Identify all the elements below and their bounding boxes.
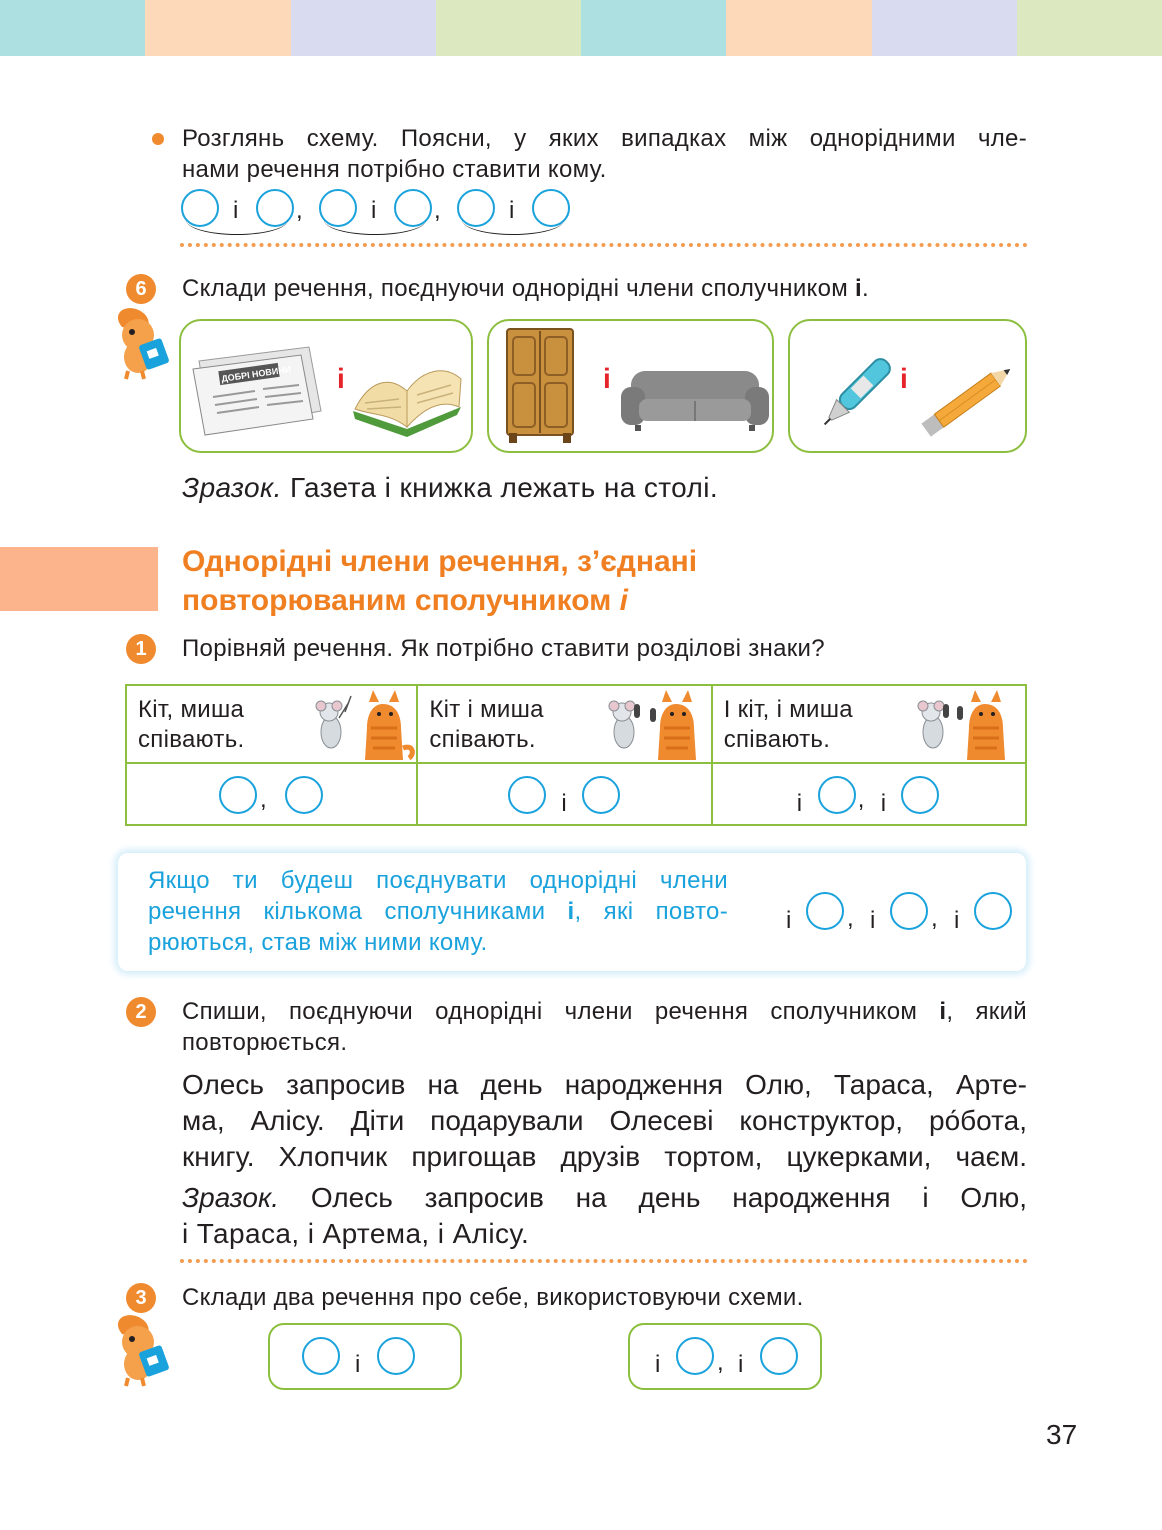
scheme-conj: і [655,1351,661,1378]
table-row [126,763,1026,825]
example-text: Газета і книжка лежать на столі. [281,472,719,503]
page-number: 37 [1046,1419,1078,1450]
scheme-comma: , [296,197,303,224]
task-number-3: 3 [126,1283,156,1313]
task6-conj: і [855,275,863,302]
task6-text [182,274,869,304]
sentence-text [138,695,245,755]
sentence-line: співають. [138,726,245,753]
picture-card-wardrobe-sofa [487,319,774,453]
task2-text-line-2: повторюється. [182,1029,348,1056]
task2-body-line-2: ма, Алісу. Діти подарували Олесеві конструктор, ро́бота, [182,1105,1027,1136]
color-stripe [0,0,145,56]
scheme-conj: і [796,790,803,817]
scheme-circle [806,892,844,930]
rule-text: , які повто- [574,898,729,925]
intro-line-2: нами речення потрібно ставити кому. [182,156,607,183]
scheme-circle [901,776,939,814]
section-title-italic: і [619,584,629,617]
example-text: Олесь запросив на день народження і Олю, [279,1182,1027,1213]
color-stripe [145,0,290,56]
table-cell [712,685,1026,763]
task2-body-line-3: книгу. Хлопчик пригощав друзів тортом, цукерками, чаєм. [182,1141,1027,1172]
pen-icon [810,349,900,439]
color-stripe [436,0,581,56]
task6-text-end: . [862,275,869,302]
task2-conj: і [939,998,947,1025]
scheme-comma: , [434,197,441,224]
task6-example [182,470,718,506]
scheme-conj: і [355,1351,361,1378]
color-stripe [1017,0,1162,56]
scheme-conj: і [233,197,239,224]
scheme-circle [760,1337,798,1375]
rule-line-1: Якщо ти будеш поєднувати однорідні члени [148,867,728,894]
scheme-comma: , [717,1349,724,1376]
picture-conj: і [603,363,611,394]
scheme-arc [324,220,426,235]
newspaper-icon [189,341,329,437]
task2-example-line-1 [182,1180,1027,1216]
wardrobe-icon [501,325,579,447]
scheme-circle [818,776,856,814]
scheme-conj: і [870,907,876,934]
example-label: Зразок. [182,1182,279,1213]
task-number-6: 6 [126,274,156,304]
rule-box [118,853,1026,971]
scheme-circle [508,776,546,814]
rule-conj: і [567,898,575,925]
task-number-1: 1 [126,634,156,664]
picture-conj: і [900,363,908,394]
sentence-line: Кіт, миша [138,696,245,723]
section-accent-bar [0,547,158,611]
task3-text: Склади два речення про себе, використовуючи схеми. [182,1284,804,1311]
color-stripe [581,0,726,56]
scheme-box-2 [628,1323,822,1390]
table-cell [417,763,711,825]
task2-text: Спиши, поєднуючи однорідні члени речення сполучником [182,998,940,1025]
table-cell [417,685,711,763]
sentence-text [429,695,543,755]
intro-line-1: Розглянь схему. Поясни, у яких випадках між однорідними чле- [182,125,1027,152]
squirrel-mascot-icon [108,305,170,381]
section-title-line-1: Однорідні члени речення, з’єднані [182,545,698,578]
cat-mouse-singing-icon [907,688,1019,762]
scheme-circle [219,776,257,814]
scheme-comma: , [857,786,865,813]
scheme-circle [890,892,928,930]
cat-mouse-singing-icon [305,688,417,762]
picture-conj: і [337,363,345,394]
scheme-comma: , [260,786,267,813]
rule-line-3: рюються, став між ними кому. [148,929,488,956]
table-cell [126,685,417,763]
task-number-2: 2 [126,997,156,1027]
task2-text: , який [946,998,1027,1025]
scheme-circle [582,776,620,814]
dotted-separator [180,243,1028,247]
scheme-circle [974,892,1012,930]
dotted-separator [180,1259,1028,1263]
bullet-dot [152,133,164,145]
book-icon [349,351,465,437]
scheme-circle [676,1337,714,1375]
color-stripe [726,0,871,56]
sentence-line: Кіт і миша [429,696,544,723]
color-stripe [872,0,1017,56]
top-color-bar [0,0,1162,56]
scheme-conj: і [738,1351,744,1378]
picture-card-newspaper-book [179,319,473,453]
table-cell [712,763,1026,825]
task2-body-line-1: Олесь запросив на день народження Олю, Тараса, Арте- [182,1069,1027,1100]
cat-mouse-singing-icon [598,688,710,762]
scheme-circle [302,1337,340,1375]
table-cell [126,763,417,825]
rule-text: речення кількома сполучниками [148,898,568,925]
color-stripe [291,0,436,56]
rule-line-2 [148,897,728,927]
scheme-circle [377,1337,415,1375]
scheme-circle [285,776,323,814]
example-label: Зразок. [182,472,282,503]
picture-card-pen-pencil [788,319,1027,453]
section-title-text: повторюваним сполучником [182,584,620,617]
comparison-table [125,684,1027,826]
task2-example-line-2: і Тараса, і Артема, і Алісу. [182,1218,530,1249]
squirrel-mascot-icon [108,1312,170,1388]
scheme-conj: і [954,907,960,934]
scheme-arc [186,220,288,235]
task2-text-line-1 [182,997,1027,1027]
task1-text: Порівняй речення. Як потрібно ставити розділові знаки? [182,635,825,662]
scheme-conj: і [509,197,515,224]
scheme-arc [462,220,564,235]
newspaper-title: ДОБРІ НОВИНИ [220,364,292,384]
sentence-line: співають. [723,726,831,753]
scheme-conj: і [786,907,792,934]
task6-text-main: Склади речення, поєднуючи однорідні члени сполучником [182,275,856,302]
table-row [126,685,1026,763]
scheme-conj: і [561,790,567,817]
pencil-icon [914,359,1024,439]
scheme-comma: , [931,905,938,932]
scheme-conj: і [371,197,377,224]
scheme-conj: і [880,790,887,817]
sentence-text [724,695,853,755]
section-title-line-2 [182,583,628,619]
sentence-line: співають. [429,726,536,753]
sofa-icon [617,365,773,435]
sentence-line: І кіт, і миша [723,696,853,723]
scheme-comma: , [847,905,854,932]
scheme-box-1 [268,1323,462,1390]
